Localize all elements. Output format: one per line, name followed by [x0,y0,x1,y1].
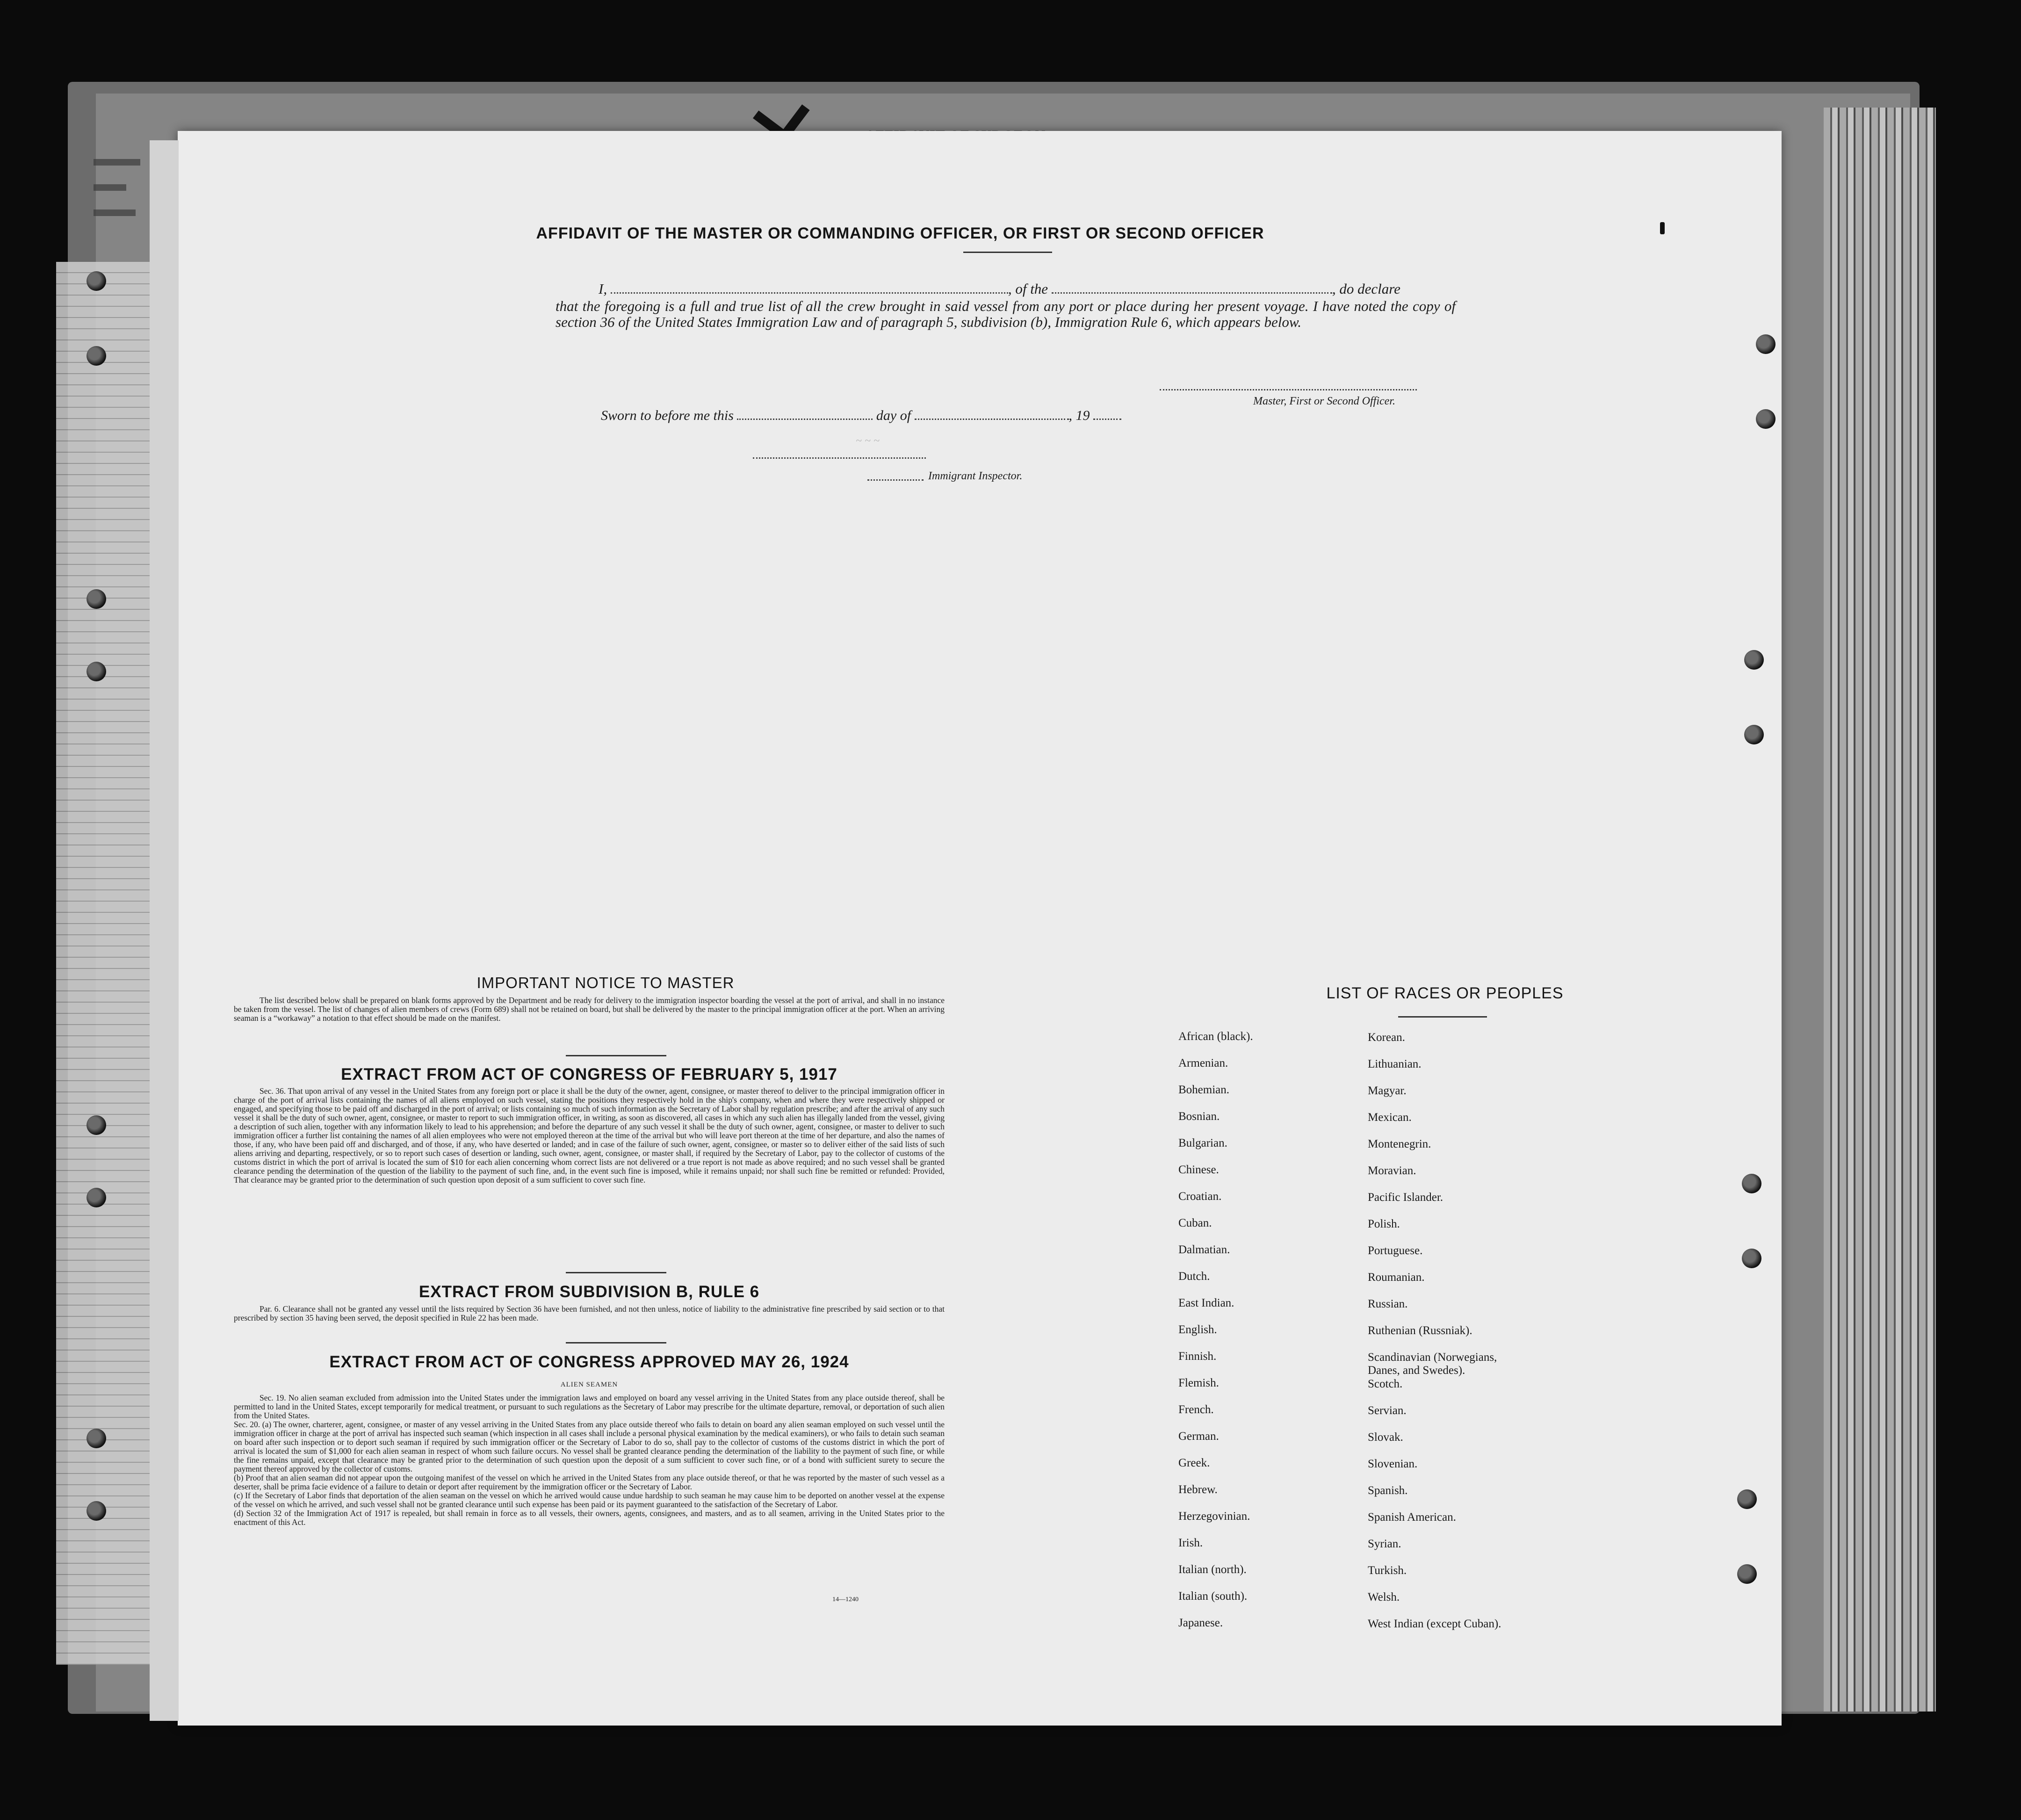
races-title: LIST OF RACES OR PEOPLES [1326,984,1564,1002]
race-entry: Scandinavian (Norwegians, Danes, and Swedes). [1368,1351,1497,1377]
race-entry: Italian (south). [1178,1590,1248,1603]
binder-hole [87,1501,106,1521]
page-edges [1824,108,1936,1712]
master-label: Master, First or Second Officer. [1253,395,1395,407]
notice-text: The list described below shall be prepared on blank forms approved by the Department and be ready for delivery to the immigration inspector boarding the vessel at the port of arrival, and shall in no instance be taken from the vessel. The list of changes of alien members of crews (Form 689) shall not be retained on board, but shall be delivered by the master to the principal immigration officer at the port. When an arriving seaman is a “workaway” a notation to that effect should be made on the manifest. [234,996,945,1023]
race-entry: Slovenian. [1368,1458,1418,1470]
race-entry: Korean. [1368,1031,1405,1044]
race-entry: Servian. [1368,1404,1407,1417]
inspector-title-line [867,479,924,481]
race-entry: Spanish. [1368,1484,1408,1497]
vessel-blank [1052,292,1332,294]
extract-1917-title: EXTRACT FROM ACT OF CONGRESS OF FEBRUARY 5, 1917 [341,1065,837,1083]
binder-hole [1742,1249,1761,1268]
races-left-column [1178,1030,1253,1643]
binder-hole [87,271,106,291]
master-signature-line [1160,389,1417,390]
sworn-text: Sworn to before me this [601,408,734,423]
race-entry: Mexican. [1368,1111,1412,1124]
section-rule [566,1272,666,1273]
sworn-line [601,408,1396,424]
race-entry: Scotch. [1368,1378,1403,1390]
binder-hole [1742,1174,1761,1193]
section-rule [566,1055,666,1056]
declaration-i: I, [599,281,607,297]
race-entry: Welsh. [1368,1591,1400,1603]
race-entry: Dutch. [1178,1270,1210,1283]
race-entry: Herzegovinian. [1178,1510,1250,1523]
race-entry: African (black). [1178,1030,1253,1043]
sworn-year-blank [1093,419,1121,420]
race-entry: English. [1178,1323,1217,1336]
name-blank [611,292,1008,294]
form-number: 14—1240 [832,1596,859,1603]
race-entry: Dalmatian. [1178,1243,1230,1256]
race-entry: Hebrew. [1178,1483,1218,1496]
inspector-label: Immigrant Inspector. [928,470,1023,482]
section-rule [566,1342,666,1343]
race-entry: Montenegrin. [1368,1138,1431,1150]
affidavit-declaration-line [599,281,1632,297]
binder-hole [1756,334,1776,354]
sworn-year: , 19 [1068,408,1090,423]
race-entry: Turkish. [1368,1564,1407,1577]
inspector-signature-line [753,457,926,459]
race-entry: East Indian. [1178,1297,1234,1309]
binder-hole [87,662,106,681]
race-entry: German. [1178,1430,1219,1443]
race-entry: Croatian. [1178,1190,1222,1203]
race-entry: Lithuanian. [1368,1058,1422,1070]
race-entry: Irish. [1178,1537,1203,1549]
race-entry: Flemish. [1178,1377,1219,1389]
binder-hole [1756,409,1776,429]
race-entry: Greek. [1178,1457,1210,1469]
binder-hole [1737,1489,1757,1509]
race-entry: Ruthenian (Russniak). [1368,1324,1472,1337]
race-entry: Magyar. [1368,1084,1407,1097]
race-entry: Finnish. [1178,1350,1217,1363]
races-right-column [1368,1031,1501,1644]
race-entry: Spanish American. [1368,1511,1456,1524]
affidavit-title: AFFIDAVIT OF THE MASTER OR COMMANDING OFFICER, OR FIRST OR SECOND OFFICER [536,224,1264,242]
race-entry: Roumanian. [1368,1271,1425,1284]
race-entry: Bohemian. [1178,1083,1230,1096]
extract-1924-title: EXTRACT FROM ACT OF CONGRESS APPROVED MAY 26, 1924 [329,1353,849,1371]
race-entry: Polish. [1368,1218,1400,1230]
race-entry: Bosnian. [1178,1110,1220,1123]
ledger-strip [56,262,154,1665]
race-entry: Bulgarian. [1178,1137,1227,1149]
binder-hole [87,1429,106,1448]
race-entry: Slovak. [1368,1431,1403,1444]
binder-hole [1737,1564,1757,1584]
binder-hole [87,346,106,366]
race-entry: Chinese. [1178,1163,1219,1176]
sworn-date-blank [737,419,873,420]
race-entry: Cuban. [1178,1217,1212,1229]
races-rule [1398,1016,1487,1018]
affidavit-form-sheet [178,131,1782,1726]
declaration-end: , do declare [1332,281,1400,297]
binder-hole [87,1115,106,1135]
back-page-marks [94,159,150,235]
faint-handwriting: ~ ~ ~ [856,435,880,447]
subdivision-text: Par. 6. Clearance shall not be granted any vessel until the lists required by Section 36 have been furnished, and not then unless, notice of liability to the administrative fine prescribed by said section or to that prescribed by section 35 having been served, the deposit specified in Rule 22 has been made. [234,1304,945,1322]
sworn-day-of: day of [876,408,911,423]
extract-1917-text: Sec. 36. That upon arrival of any vessel in the United States from any foreign port or place it shall be the duty of the owner, agent, consignee, or master thereof to deliver to the principal immigration officer in charge of the port of arrival lists containing the names of all aliens employed on such vessel, stating the positions they respectively hold in the ship's company, when and where they were respectively shipped or engaged, and specifying those to be paid off and discharged in the port of arrival; or lists containing so much of such information as the Secretary of Labor shall by regulation prescribe; and after the arrival of any such vessel it shall be the duty of such owner, agent, consignee, or master to report to such immigration officer, in writing, as soon as discovered, all cases in which any such alien has illegally landed from the vessel, giving a description of such alien, together with any information likely to lead to his apprehension; and before the departure of any such vessel it shall be the duty of such owner, agent, consignee, or master to deliver to such immigration officer a further list containing the names of all alien employees who were not employed thereon at the time of the arrival but who will leave port thereon at the time of her departure, and also the names of those, if any, who have been paid off and discharged, and of those, if any, who have deserted or landed; and in case of the failure of such owner, agent, consignee, or master so to deliver either of the said lists of such aliens arriving and departing, respectively, or so to report such cases of desertion or landing, such owner, agent, consignee, or master shall, if required by the Secretary of Labor, pay to the collector of customs of the customs district in which the port of arrival is located the sum of $10 for each alien concerning whom correct lists are not delivered or a true report is not made as above required; and no such vessel shall be granted clearance pending the determination of the question of the liability to the payment of such fine, and, in the event such fine is imposed, while it remains unpaid; nor shall such fine be remitted or refunded: Provided, That clearance may be granted prior to the determination of such question upon deposit of a sum sufficient to cover such fine. [234,1086,945,1184]
race-entry: Portuguese. [1368,1244,1423,1257]
binder-hole [87,1188,106,1207]
subdivision-title: EXTRACT FROM SUBDIVISION B, RULE 6 [419,1283,760,1301]
declaration-of-the: , of the [1008,281,1048,297]
race-entry: Japanese. [1178,1617,1223,1629]
sworn-month-blank [915,419,1069,420]
notice-title: IMPORTANT NOTICE TO MASTER [476,974,735,991]
binder-hole [1744,725,1764,744]
binder-hole [1744,650,1764,670]
race-entry: Armenian. [1178,1057,1228,1069]
race-entry: Moravian. [1368,1164,1416,1177]
title-rule [963,252,1052,253]
race-entry: West Indian (except Cuban). [1368,1618,1501,1630]
race-entry: Syrian. [1368,1538,1401,1550]
extract-1924-text: Sec. 19. No alien seaman excluded from admission into the United States under the immigration laws and employed on board any vessel arriving in the United States from any place outside thereof, shall be permitted to land in the United States, except temporarily for medical treatment, or pursuant to such regulations as the Secretary of Labor may prescribe for the ultimate departure, removal, or deportation of such alien from the United States. Sec. 20. (a) The owner, charterer, agent, consignee, or master of any vessel arriving in the United States from any place outside thereof who fails to detain on board any alien seaman employed on such vessel until the immigration officer in charge at the port of arrival has inspected such seaman (which inspection in all cases shall include a personal physical examination by the medical examiners), or who fails to detain such seaman on board after such inspection or to deport such seaman if required by such immigration officer or the Secretary of Labor to do so, shall pay to the collector of customs of the customs district in which the port of arrival is located the sum of $1,000 for each alien seaman in respect of whom such failure occurs. No vessel shall be granted clearance pending the determination of the liability to the payment of such fine, or while the fine remains unpaid, except that clearance may be granted prior to the determination of such question upon the deposit of a sum sufficient to cover such fine, or of a bond with sufficient surety to secure the payment thereof approved by the collector of customs. (b) Proof that an alien seaman did not appear upon the outgoing manifest of the vessel on which he arrived in the United States from any place outside thereof, or that he was reported by the master of such vessel as a deserter, shall be prima facie evidence of a failure to detain or deport after requirement by the immigration officer or the Secretary of Labor. (c) If the Secretary of Labor finds that deportation of the alien seaman on the vessel on which he arrived would cause undue hardship to such seaman he may cause him to be deported on another vessel at the expense of the vessel on which he arrived, and such vessel shall not be granted clearance until such expense has been paid or its payment guaranteed to the satisfaction of the Secretary of Labor. (d) Section 32 of the Immigration Act of 1917 is repealed, but shall remain in force as to all vessels, their owners, agents, consignees, and masters, and as to all seamen, arriving in the United States prior to the enactment of this Act. [234,1393,945,1527]
binder-hole [87,589,106,609]
race-entry: Italian (north). [1178,1563,1247,1576]
race-entry: French. [1178,1403,1214,1416]
extract-1924-subtitle: ALIEN SEAMEN [560,1381,618,1388]
race-entry: Russian. [1368,1298,1408,1310]
race-entry: Pacific Islander. [1368,1191,1444,1204]
ink-mark [1660,222,1665,234]
affidavit-text: that the foregoing is a full and true list of all the crew brought in said vessel from any port or place during her present voyage. I have noted the copy of section 36 of the United States Immigration Law and of paragraph 5, subdivision (b), Immigration Rule 6, which appears below. [556,298,1456,330]
